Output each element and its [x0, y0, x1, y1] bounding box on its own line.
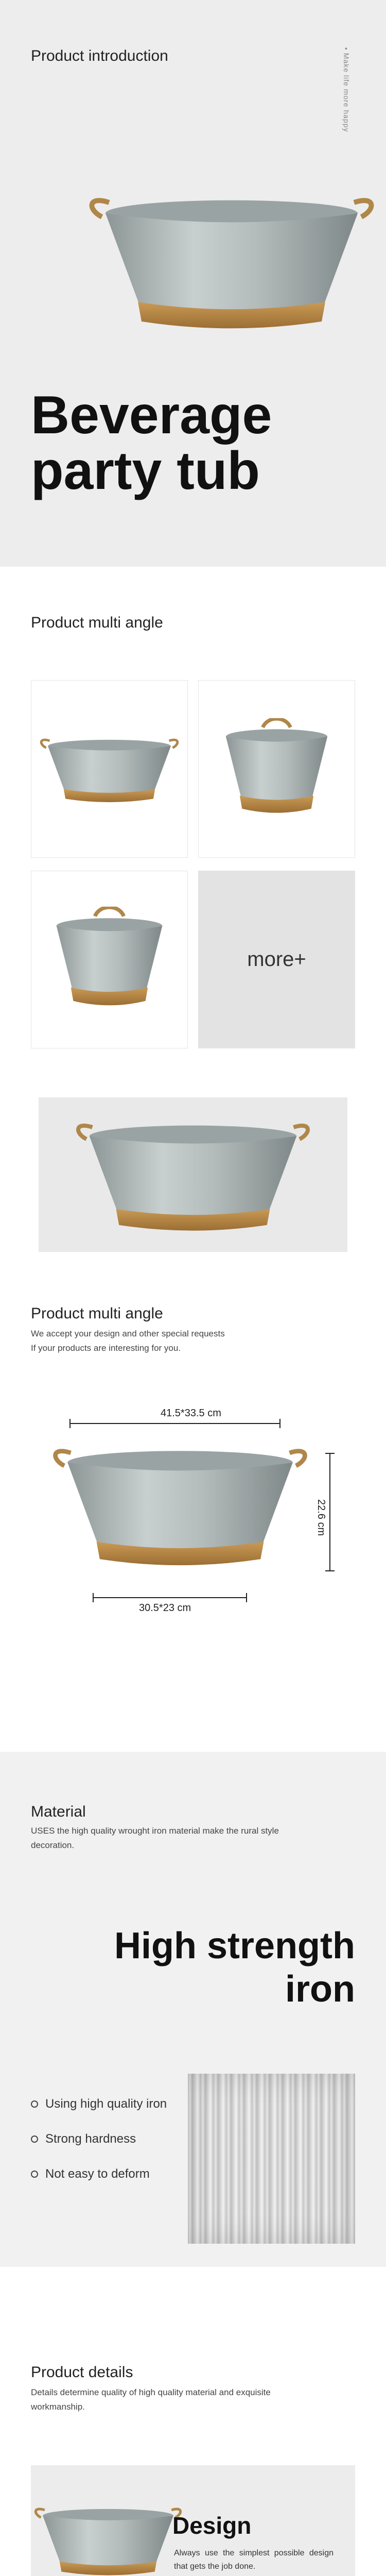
side-tagline: • Make life more happy	[342, 47, 350, 132]
description-line: If your products are interesting for you.	[31, 1343, 181, 1353]
bullet-item	[31, 2132, 167, 2146]
description-line: We accept your design and other special requests	[31, 1329, 225, 1338]
angle-thumb-front[interactable]	[198, 680, 355, 858]
angle-thumb-side[interactable]	[31, 680, 188, 858]
description-line: Details determine quality of high quality material and exquisite	[31, 2387, 271, 2397]
detail-tub-image	[33, 2496, 183, 2576]
dimension-diagram	[0, 1401, 386, 1690]
material-heading-line1: High strength	[114, 1925, 355, 1967]
description-line: USES the high quality wrought iron material make the rural style	[31, 1826, 279, 1836]
product-photo	[39, 1097, 347, 1252]
dimension-tick	[325, 1453, 335, 1454]
dimension-tick	[279, 1419, 280, 1428]
dimension-tub-image	[51, 1432, 309, 1577]
product-title	[31, 387, 272, 499]
bullet-text: Using high quality iron	[45, 2097, 167, 2111]
dimension-tick	[246, 1593, 247, 1602]
bullet-item	[31, 2097, 167, 2111]
detail-text: Always use the simplest possible design that gets the job done.	[174, 2549, 334, 2571]
detail-card-design	[31, 2465, 355, 2576]
circle-bullet-icon	[31, 2136, 38, 2143]
hero-section	[0, 0, 386, 567]
bullet-text: Strong hardness	[45, 2132, 136, 2146]
details-description	[31, 2385, 271, 2414]
dimension-tick	[325, 1570, 335, 1571]
bullet-text: Not easy to deform	[45, 2167, 150, 2181]
bullet-item	[31, 2167, 167, 2181]
hero-tub-image	[87, 180, 376, 340]
material-heading	[114, 1924, 355, 2011]
iron-texture-image	[188, 2074, 355, 2244]
section-title-introduction: Product introduction	[31, 47, 168, 64]
section-title-material: Material	[31, 1803, 86, 1820]
material-bullet-list	[31, 2097, 167, 2181]
section-title-multi-angle-2: Product multi angle	[31, 1305, 163, 1322]
description-line: workmanship.	[31, 2402, 85, 2412]
top-size-label: 41.5*33.5 cm	[161, 1408, 221, 1419]
section-title-multi-angle: Product multi angle	[31, 614, 163, 631]
section-title-details: Product details	[31, 2364, 133, 2381]
detail-title: Design	[172, 2512, 252, 2539]
bottom-size-label: 30.5*23 cm	[139, 1602, 191, 1614]
height-label: 22.6 cm	[315, 1499, 327, 1536]
height-dimension-line	[329, 1453, 330, 1571]
more-angles-button[interactable]: more+	[198, 871, 355, 1048]
circle-bullet-icon	[31, 2171, 38, 2178]
material-heading-line2: iron	[285, 1969, 355, 2010]
product-title-line1: Beverage	[31, 385, 272, 445]
product-title-line2: party tub	[31, 441, 260, 501]
angle-thumb-top[interactable]	[31, 871, 188, 1048]
dimension-tick	[93, 1593, 94, 1602]
multi-angle-description	[31, 1327, 225, 1355]
dimension-tick	[69, 1419, 71, 1428]
material-description	[31, 1824, 279, 1853]
bottom-dimension-line	[93, 1597, 247, 1598]
material-section	[0, 1752, 386, 2267]
circle-bullet-icon	[31, 2100, 38, 2108]
top-dimension-line	[69, 1423, 280, 1424]
description-line: decoration.	[31, 1840, 75, 1850]
